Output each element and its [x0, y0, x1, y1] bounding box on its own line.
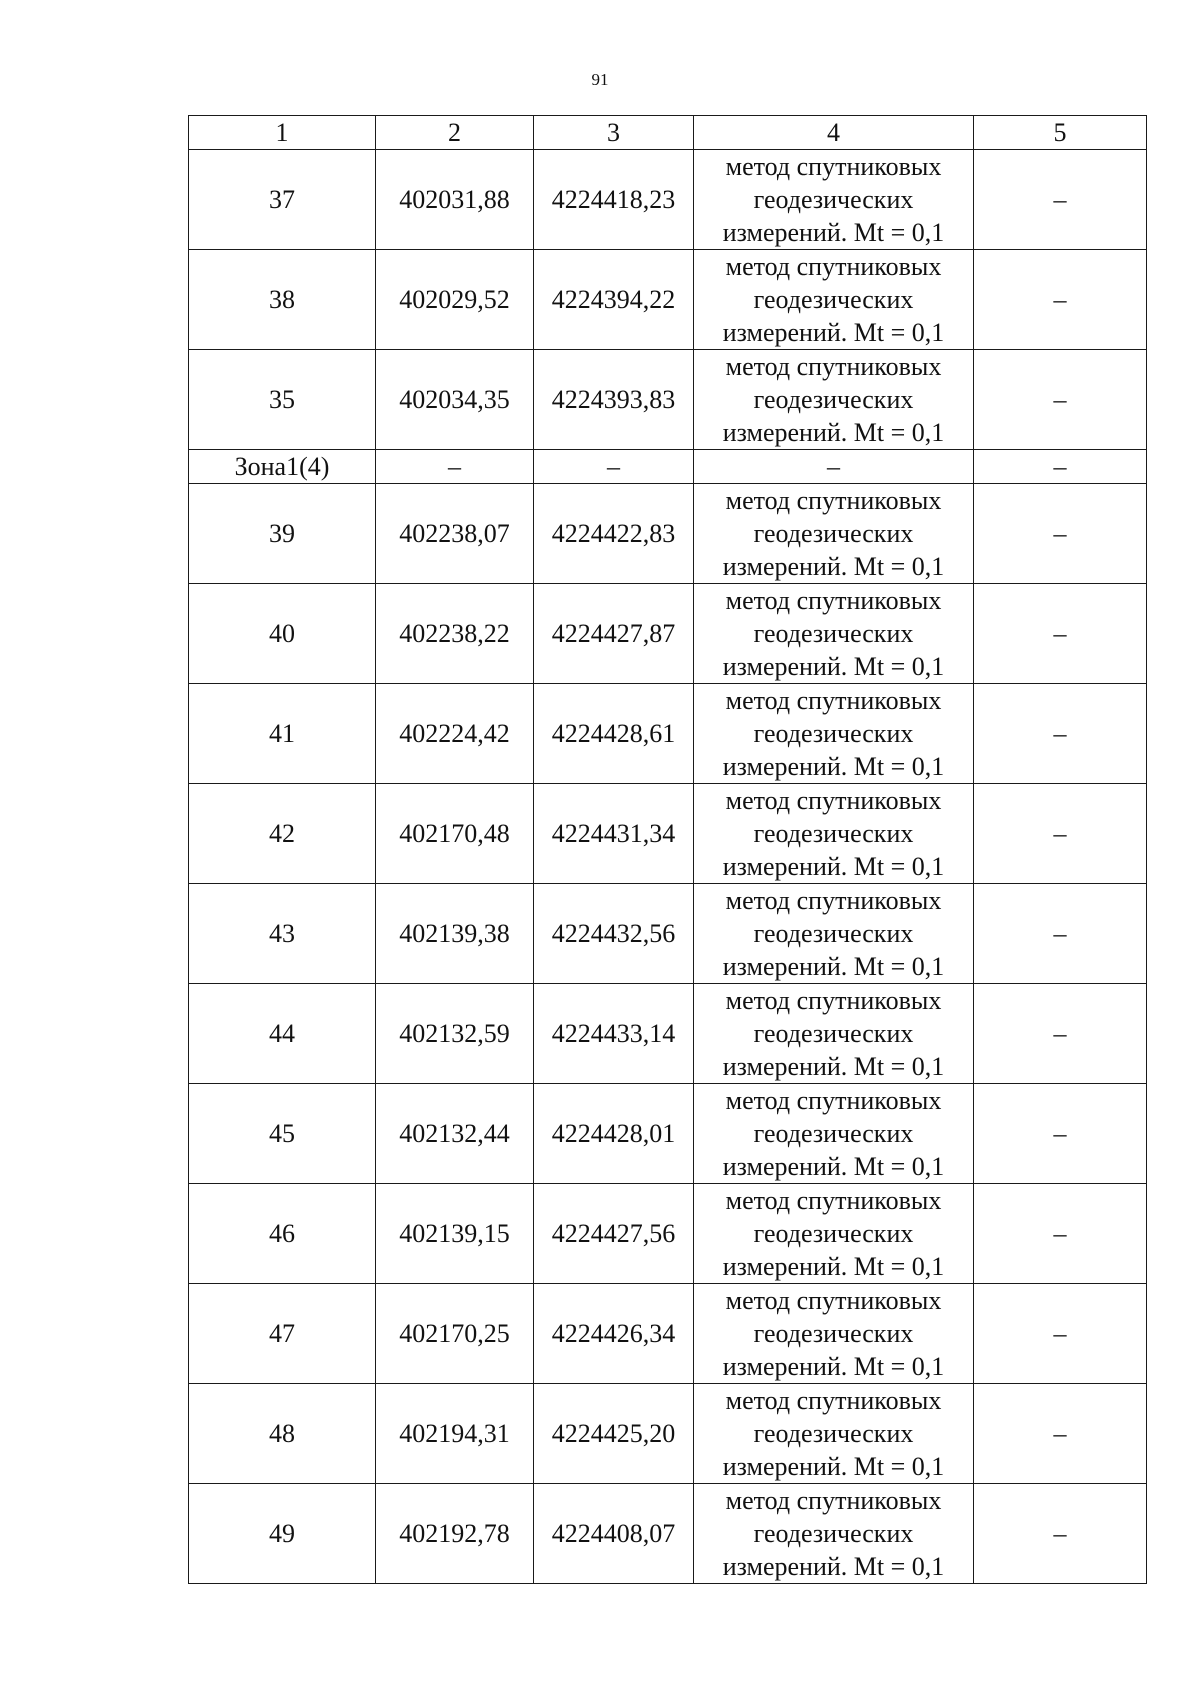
- table-body: [189, 150, 1147, 1584]
- x-coordinate-cell: 402034,35: [376, 350, 534, 450]
- x-coordinate-cell: 402194,31: [376, 1384, 534, 1484]
- method-line: метод спутниковых: [725, 1286, 942, 1315]
- table-row: [189, 784, 1147, 884]
- table-row: [189, 584, 1147, 684]
- coordinates-table: [188, 115, 1147, 1584]
- method-line: измерений. Mt = 0,1: [722, 318, 945, 347]
- x-coordinate-cell: 402031,88: [376, 150, 534, 250]
- note-cell: –: [974, 1384, 1147, 1484]
- y-coordinate-cell: 4224433,14: [534, 984, 694, 1084]
- y-coordinate-cell: 4224422,83: [534, 484, 694, 584]
- method-line: измерений. Mt = 0,1: [722, 1152, 945, 1181]
- table-row: [189, 484, 1147, 584]
- table-row: [189, 884, 1147, 984]
- method-cell: [694, 1184, 974, 1284]
- y-coordinate-cell: 4224418,23: [534, 150, 694, 250]
- table-row: [189, 350, 1147, 450]
- method-line: метод спутниковых: [725, 352, 942, 381]
- note-cell: –: [974, 1284, 1147, 1384]
- column-header: 4: [694, 116, 974, 150]
- note-cell: –: [974, 150, 1147, 250]
- method-line: геодезических: [753, 519, 914, 548]
- header-row: [189, 116, 1147, 150]
- note-cell: –: [974, 784, 1147, 884]
- method-line: геодезических: [753, 1519, 914, 1548]
- method-line: измерений. Mt = 0,1: [722, 952, 945, 981]
- method-line: метод спутниковых: [725, 586, 942, 615]
- method-cell: [694, 1284, 974, 1384]
- method-cell: [694, 350, 974, 450]
- method-line: измерений. Mt = 0,1: [722, 552, 945, 581]
- table-header: [189, 116, 1147, 150]
- page-number: 91: [591, 70, 609, 89]
- method-line: метод спутниковых: [725, 1186, 942, 1215]
- point-number-cell: 44: [189, 984, 376, 1084]
- y-coordinate-cell: 4224432,56: [534, 884, 694, 984]
- point-number-cell: 38: [189, 250, 376, 350]
- note-cell: –: [974, 984, 1147, 1084]
- point-number-cell: 40: [189, 584, 376, 684]
- point-number-cell: 47: [189, 1284, 376, 1384]
- method-line: метод спутниковых: [725, 1086, 942, 1115]
- table-row: [189, 684, 1147, 784]
- x-coordinate-cell: 402139,15: [376, 1184, 534, 1284]
- x-coordinate-cell: 402139,38: [376, 884, 534, 984]
- method-line: измерений. Mt = 0,1: [722, 1052, 945, 1081]
- table-row: [189, 1484, 1147, 1584]
- table-row: [189, 1384, 1147, 1484]
- y-coordinate-cell: 4224393,83: [534, 350, 694, 450]
- column-header: 3: [534, 116, 694, 150]
- note-cell: –: [974, 484, 1147, 584]
- method-line: метод спутниковых: [725, 252, 942, 281]
- method-cell: –: [694, 450, 974, 484]
- method-line: измерений. Mt = 0,1: [722, 218, 945, 247]
- note-cell: –: [974, 684, 1147, 784]
- method-line: геодезических: [753, 819, 914, 848]
- column-header: 5: [974, 116, 1147, 150]
- point-number-cell: 39: [189, 484, 376, 584]
- x-coordinate-cell: 402238,07: [376, 484, 534, 584]
- x-coordinate-cell: 402224,42: [376, 684, 534, 784]
- point-number-cell: 46: [189, 1184, 376, 1284]
- method-line: измерений. Mt = 0,1: [722, 752, 945, 781]
- method-line: измерений. Mt = 0,1: [722, 1452, 945, 1481]
- method-line: измерений. Mt = 0,1: [722, 652, 945, 681]
- table-row: [189, 250, 1147, 350]
- note-cell: –: [974, 350, 1147, 450]
- point-number-cell: 43: [189, 884, 376, 984]
- method-line: метод спутниковых: [725, 786, 942, 815]
- method-cell: [694, 1084, 974, 1184]
- y-coordinate-cell: 4224428,01: [534, 1084, 694, 1184]
- method-line: геодезических: [753, 185, 914, 214]
- point-number-cell: 45: [189, 1084, 376, 1184]
- method-line: метод спутниковых: [725, 486, 942, 515]
- note-cell: –: [974, 450, 1147, 484]
- y-coordinate-cell: 4224427,56: [534, 1184, 694, 1284]
- y-coordinate-cell: 4224428,61: [534, 684, 694, 784]
- x-coordinate-cell: 402238,22: [376, 584, 534, 684]
- method-cell: [694, 1384, 974, 1484]
- method-cell: [694, 884, 974, 984]
- point-number-cell: 35: [189, 350, 376, 450]
- table-row: [189, 1284, 1147, 1384]
- method-line: геодезических: [753, 1419, 914, 1448]
- column-header: 1: [189, 116, 376, 150]
- column-header: 2: [376, 116, 534, 150]
- method-line: геодезических: [753, 1319, 914, 1348]
- note-cell: –: [974, 1184, 1147, 1284]
- x-coordinate-cell: 402132,59: [376, 984, 534, 1084]
- method-line: метод спутниковых: [725, 686, 942, 715]
- zone-row: [189, 450, 1147, 484]
- method-line: измерений. Mt = 0,1: [722, 852, 945, 881]
- method-line: измерений. Mt = 0,1: [722, 1552, 945, 1581]
- y-coordinate-cell: 4224431,34: [534, 784, 694, 884]
- method-cell: [694, 484, 974, 584]
- method-line: измерений. Mt = 0,1: [722, 418, 945, 447]
- method-line: геодезических: [753, 719, 914, 748]
- method-cell: [694, 1484, 974, 1584]
- y-coordinate-cell: 4224425,20: [534, 1384, 694, 1484]
- method-line: метод спутниковых: [725, 886, 942, 915]
- x-coordinate-cell: 402170,25: [376, 1284, 534, 1384]
- method-line: измерений. Mt = 0,1: [722, 1352, 945, 1381]
- method-cell: [694, 784, 974, 884]
- method-line: геодезических: [753, 1119, 914, 1148]
- zone-label-cell: Зона1(4): [189, 450, 376, 484]
- point-number-cell: 37: [189, 150, 376, 250]
- method-line: метод спутниковых: [725, 1486, 942, 1515]
- method-line: метод спутниковых: [725, 986, 942, 1015]
- table-row: [189, 1084, 1147, 1184]
- point-number-cell: 49: [189, 1484, 376, 1584]
- point-number-cell: 48: [189, 1384, 376, 1484]
- method-cell: [694, 684, 974, 784]
- y-coordinate-cell: –: [534, 450, 694, 484]
- point-number-cell: 41: [189, 684, 376, 784]
- y-coordinate-cell: 4224394,22: [534, 250, 694, 350]
- method-line: геодезических: [753, 1219, 914, 1248]
- method-cell: [694, 984, 974, 1084]
- method-line: метод спутниковых: [725, 1386, 942, 1415]
- method-line: метод спутниковых: [725, 152, 942, 181]
- x-coordinate-cell: –: [376, 450, 534, 484]
- y-coordinate-cell: 4224427,87: [534, 584, 694, 684]
- table-row: [189, 984, 1147, 1084]
- y-coordinate-cell: 4224426,34: [534, 1284, 694, 1384]
- note-cell: –: [974, 1484, 1147, 1584]
- x-coordinate-cell: 402192,78: [376, 1484, 534, 1584]
- x-coordinate-cell: 402029,52: [376, 250, 534, 350]
- y-coordinate-cell: 4224408,07: [534, 1484, 694, 1584]
- note-cell: –: [974, 1084, 1147, 1184]
- table-row: [189, 1184, 1147, 1284]
- method-line: геодезических: [753, 619, 914, 648]
- x-coordinate-cell: 402132,44: [376, 1084, 534, 1184]
- method-cell: [694, 584, 974, 684]
- method-line: геодезических: [753, 285, 914, 314]
- method-line: геодезических: [753, 919, 914, 948]
- method-cell: [694, 250, 974, 350]
- method-line: геодезических: [753, 385, 914, 414]
- x-coordinate-cell: 402170,48: [376, 784, 534, 884]
- note-cell: –: [974, 250, 1147, 350]
- method-line: геодезических: [753, 1019, 914, 1048]
- method-cell: [694, 150, 974, 250]
- point-number-cell: 42: [189, 784, 376, 884]
- table-row: [189, 150, 1147, 250]
- note-cell: –: [974, 584, 1147, 684]
- method-line: измерений. Mt = 0,1: [722, 1252, 945, 1281]
- note-cell: –: [974, 884, 1147, 984]
